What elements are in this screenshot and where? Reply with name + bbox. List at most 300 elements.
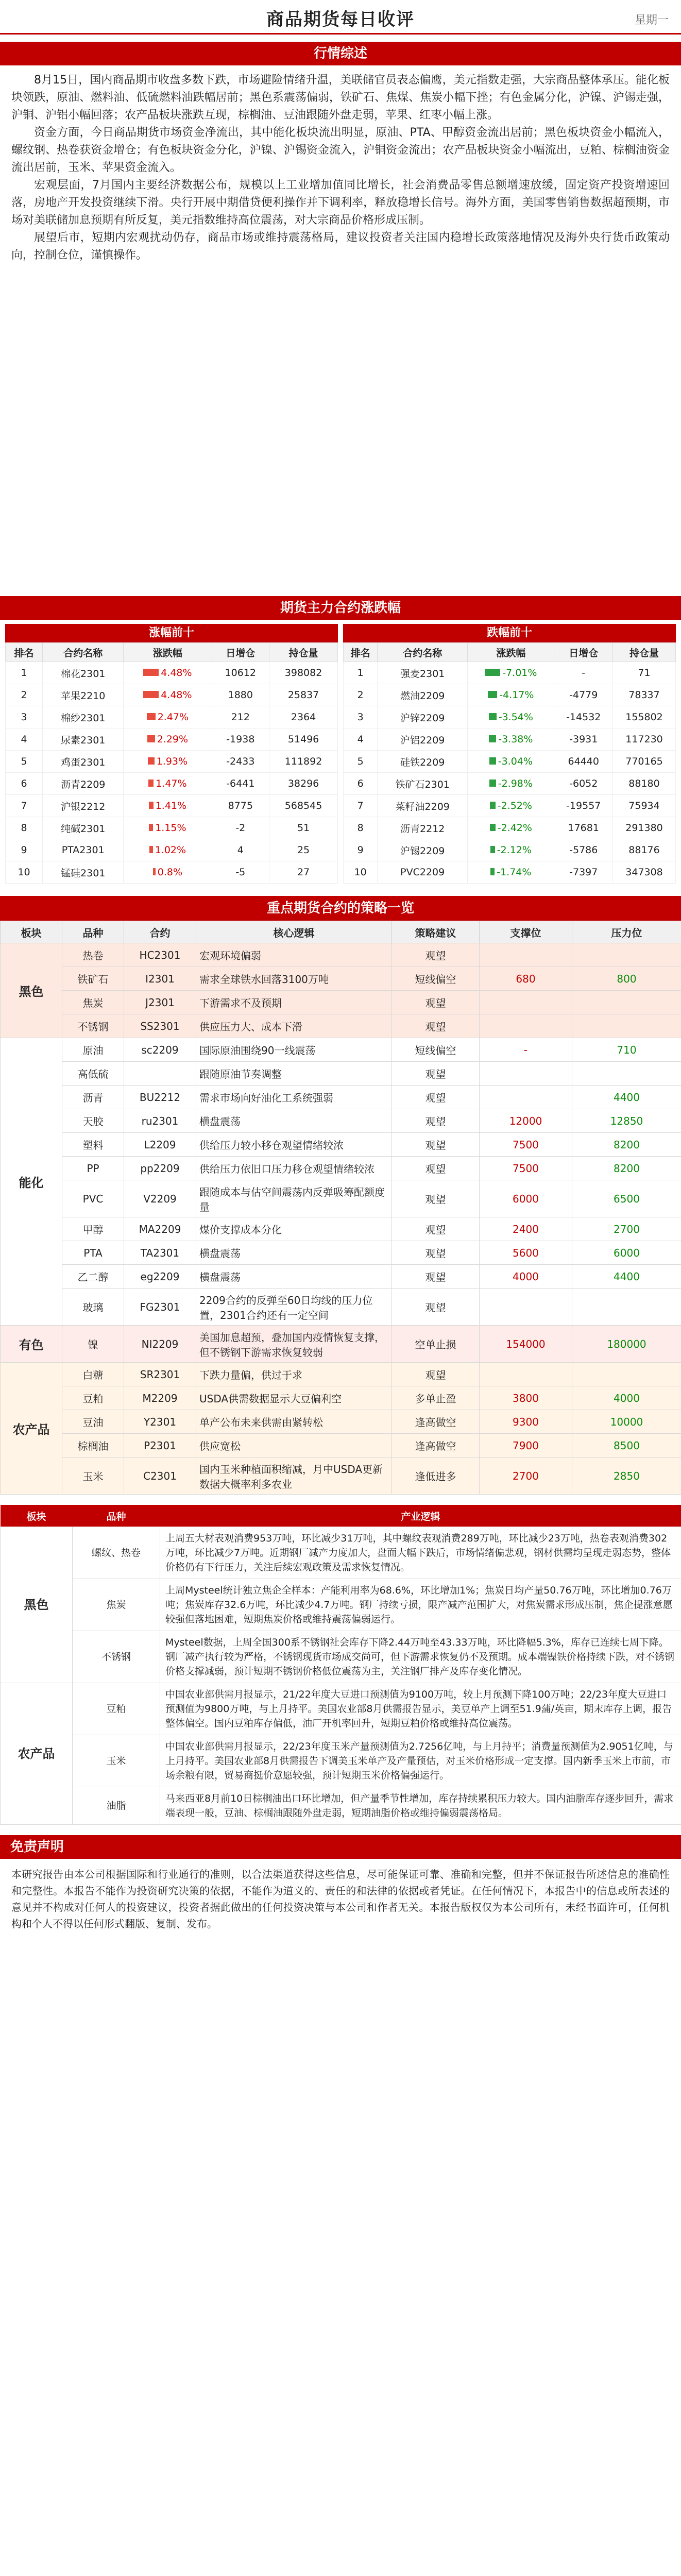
support-level: 7900 (480, 1434, 572, 1458)
top-losers (343, 624, 676, 882)
core-logic: USDA供需数据显示大豆偏利空 (196, 1386, 392, 1410)
limit-row (344, 706, 676, 728)
contract: SS2301 (124, 1014, 196, 1038)
support-level (480, 1014, 572, 1038)
logic-row (1, 1683, 681, 1735)
open-interest: 25 (269, 839, 338, 861)
change-pct (124, 773, 212, 795)
pct-value: -3.04% (498, 756, 533, 767)
rank: 9 (344, 839, 378, 861)
open-interest: 398082 (269, 662, 338, 684)
strategy-row (1, 1062, 681, 1086)
limit-row (344, 795, 676, 817)
advice: 逢高做空 (392, 1410, 480, 1434)
pct-value: 2.47% (157, 711, 189, 723)
daily-oi-change: -2433 (212, 751, 269, 773)
rank: 8 (344, 817, 378, 839)
rank: 6 (344, 773, 378, 795)
losers-title: 跌幅前十 (343, 624, 676, 642)
pct-value: -1.74% (497, 867, 532, 878)
advice: 观望 (392, 1062, 480, 1086)
daily-oi-change: 64440 (554, 751, 613, 773)
pct-value: 1.41% (155, 800, 187, 811)
pct-value: 1.93% (156, 756, 188, 767)
resistance-level: 4000 (572, 1386, 681, 1410)
logic-row (1, 1787, 681, 1825)
col-support: 支撑位 (480, 921, 572, 943)
limit-row (6, 706, 338, 728)
contract-name: 苹果2210 (43, 684, 124, 706)
advice: 观望 (392, 1133, 480, 1157)
contract-name: 菜籽油2209 (378, 795, 468, 817)
product: PVC (62, 1180, 124, 1217)
contract-name: 锰硅2301 (43, 861, 124, 884)
pct-bar (489, 779, 496, 787)
limit-row (344, 817, 676, 839)
rank: 10 (6, 861, 43, 884)
contract: C2301 (124, 1458, 196, 1495)
resistance-level: 2850 (572, 1458, 681, 1495)
support-level (480, 1363, 572, 1386)
pct-value: -7.01% (502, 667, 537, 679)
change-pct (124, 728, 212, 751)
strategy-row (1, 1386, 681, 1410)
core-logic: 需求全球铁水回落3100万吨 (196, 967, 392, 991)
industry-logic-table (0, 1505, 681, 1825)
change-pct (468, 861, 554, 884)
industry-logic: 马来西亚8月前10日棕榈油出口环比增加，但产量季节性增加，库存持续累积压力较大。国内油脂库存逐步回升，需求端表现一般，豆油、棕榈油跟随外盘走弱，短期油脂价格或维持偏弱震荡格局。 (160, 1787, 681, 1825)
contract: V2209 (124, 1180, 196, 1217)
logic-row (1, 1579, 681, 1631)
pct-bar (149, 824, 153, 831)
advice: 观望 (392, 1109, 480, 1133)
advice: 观望 (392, 943, 480, 967)
contract: M2209 (124, 1386, 196, 1410)
change-pct (468, 773, 554, 795)
support-level (480, 943, 572, 967)
resistance-level: 6000 (572, 1241, 681, 1265)
daily-oi-change: 212 (212, 706, 269, 728)
support-level (480, 1086, 572, 1109)
logic-row (1, 1735, 681, 1787)
daily-oi-change: -3931 (554, 728, 613, 751)
pct-bar (148, 757, 155, 765)
contract: J2301 (124, 991, 196, 1014)
change-pct (468, 839, 554, 861)
resistance-level: 800 (572, 967, 681, 991)
limit-band: 期货主力合约涨跌幅 (0, 596, 681, 620)
open-interest: 78337 (613, 684, 676, 706)
industry-logic: 中国农业部供需月报显示，22/23年度玉米产量预测值为2.7256亿吨，与上月持平；消费量预测值为2.9051亿吨，与上月持平。美国农业部8月供需报告下调美玉米单产及产量预估，对玉米价格形成一定支撑。国内新季玉米上市前，市场余粮有限，贸易商挺价意愿较强，预计短期玉米价格偏强运行。 (160, 1735, 681, 1787)
pct-bar (153, 868, 156, 875)
rank: 3 (344, 706, 378, 728)
pct-bar (147, 713, 156, 720)
pct-value: 0.8% (157, 867, 183, 878)
rank: 4 (344, 728, 378, 751)
col-sector: 板块 (1, 921, 62, 943)
limit-row (344, 684, 676, 706)
contract: sc2209 (124, 1038, 196, 1062)
product: 焦炭 (73, 1579, 160, 1631)
pct-value: -2.52% (497, 800, 532, 811)
limit-row (6, 817, 338, 839)
product: 乙二醇 (62, 1265, 124, 1289)
contract-name: 棉纱2301 (43, 706, 124, 728)
change-pct (468, 706, 554, 728)
daily-oi-change: -5786 (554, 839, 613, 861)
contract-name: 纯碱2301 (43, 817, 124, 839)
support-level: 3800 (480, 1386, 572, 1410)
rank: 5 (6, 751, 43, 773)
col-name: 合约名称 (43, 643, 124, 662)
support-level: 9300 (480, 1410, 572, 1434)
rank: 6 (6, 773, 43, 795)
contract: FG2301 (124, 1289, 196, 1326)
change-pct (468, 662, 554, 684)
strategy-row (1, 991, 681, 1014)
daily-oi-change: -7397 (554, 861, 613, 884)
core-logic: 单产公布未来供需由紧转松 (196, 1410, 392, 1434)
product: 镍 (62, 1326, 124, 1363)
core-logic: 2209合约的反弹至60日均线的压力位置，2301合约还有一定空间 (196, 1289, 392, 1326)
contract: TA2301 (124, 1241, 196, 1265)
contract: P2301 (124, 1434, 196, 1458)
daily-oi-change: -14532 (554, 706, 613, 728)
product: 油脂 (73, 1787, 160, 1825)
strategy-row (1, 1217, 681, 1241)
contract-name: 沪铝2209 (378, 728, 468, 751)
strategy-row (1, 967, 681, 991)
product: 不锈钢 (73, 1631, 160, 1683)
resistance-level: 180000 (572, 1326, 681, 1363)
resistance-level: 8500 (572, 1434, 681, 1458)
daily-oi-change: -6052 (554, 773, 613, 795)
contract: Y2301 (124, 1410, 196, 1434)
contract-name: 鸡蛋2301 (43, 751, 124, 773)
contract-name: 燃油2209 (378, 684, 468, 706)
pct-value: -4.17% (499, 689, 534, 701)
support-level (480, 1062, 572, 1086)
advice: 逢低进多 (392, 1458, 480, 1495)
resistance-level: 10000 (572, 1410, 681, 1434)
limit-row (6, 751, 338, 773)
core-logic: 横盘震荡 (196, 1265, 392, 1289)
contract: MA2209 (124, 1217, 196, 1241)
core-logic: 跟随原油节奏调整 (196, 1062, 392, 1086)
support-level (480, 1289, 572, 1326)
core-logic: 美国加息超预，叠加国内疫情恢复支撑，但不锈钢下游需求恢复较弱 (196, 1326, 392, 1363)
col-rank: 排名 (6, 643, 43, 662)
open-interest: 568545 (269, 795, 338, 817)
limit-row (6, 839, 338, 861)
open-interest: 27 (269, 861, 338, 884)
resistance-level: 8200 (572, 1157, 681, 1180)
rank: 2 (344, 684, 378, 706)
page-title: 商品期货每日收评 (266, 9, 415, 30)
review-paragraph: 展望后市，短期内宏观扰动仍存，商品市场或维持震荡格局，建议投资者关注国内稳增长政策落地情况及海外央行货币政策动向，控制仓位，谨慎操作。 (11, 231, 670, 262)
resistance-level (572, 991, 681, 1014)
limit-row (344, 662, 676, 684)
pct-bar (489, 735, 496, 742)
daily-oi-change: -19557 (554, 795, 613, 817)
contract: ru2301 (124, 1109, 196, 1133)
strategy-row (1, 1086, 681, 1109)
industry-logic: 上周Mysteel统计独立焦企全样本：产能利用率为68.6%，环比增加1%；焦炭日均产量50.76万吨，环比增加0.76万吨；焦炭库存32.6万吨，环比减少4.7万吨。钢厂持续亏损，限产减产范围扩大，对焦炭需求形成压制，焦企提涨意愿较强但落地困难，短期焦炭价格或维持震荡偏弱运行。 (160, 1579, 681, 1631)
col-chg: 日增仓 (212, 643, 269, 662)
support-level (480, 991, 572, 1014)
pct-value: -2.98% (498, 778, 533, 789)
change-pct (124, 751, 212, 773)
pct-bar (485, 669, 500, 676)
col-chg: 日增仓 (554, 643, 613, 662)
support-level: 7500 (480, 1133, 572, 1157)
rank: 1 (6, 662, 43, 684)
product: 豆粕 (62, 1386, 124, 1410)
limit-row (6, 728, 338, 751)
strategy-row (1, 1458, 681, 1495)
contract-name: 沪银2212 (43, 795, 124, 817)
change-pct (468, 751, 554, 773)
product: 沥青 (62, 1086, 124, 1109)
support-level: 2400 (480, 1217, 572, 1241)
contract-name: PVC2209 (378, 861, 468, 884)
contract: L2209 (124, 1133, 196, 1157)
rank: 7 (6, 795, 43, 817)
contract (124, 1062, 196, 1086)
advice: 观望 (392, 1289, 480, 1326)
open-interest: 71 (613, 662, 676, 684)
market-review (0, 65, 681, 596)
resistance-level: 12850 (572, 1109, 681, 1133)
resistance-level (572, 1062, 681, 1086)
support-level: 12000 (480, 1109, 572, 1133)
product: 天胶 (62, 1109, 124, 1133)
core-logic: 供给压力较小移仓观望情绪较浓 (196, 1133, 392, 1157)
contract: pp2209 (124, 1157, 196, 1180)
open-interest: 2364 (269, 706, 338, 728)
limit-section (0, 620, 681, 886)
rank: 2 (6, 684, 43, 706)
pct-bar (143, 669, 159, 676)
support-level: 6000 (480, 1180, 572, 1217)
product: 玉米 (62, 1458, 124, 1495)
product: 焦炭 (62, 991, 124, 1014)
contract: eg2209 (124, 1265, 196, 1289)
strategy-row (1, 1363, 681, 1386)
open-interest: 347308 (613, 861, 676, 884)
product: 棕榈油 (62, 1434, 124, 1458)
open-interest: 51496 (269, 728, 338, 751)
rank: 8 (6, 817, 43, 839)
resistance-level: 4400 (572, 1086, 681, 1109)
resistance-level (572, 943, 681, 967)
strategy-row (1, 1038, 681, 1062)
support-level: - (480, 1038, 572, 1062)
review-paragraph: 8月15日，国内商品期市收盘多数下跌，市场避险情绪升温，美联储官员表态偏鹰，美元指数走强，大宗商品整体承压。能化板块领跌，原油、燃料油、低硫燃料油跌幅居前；黑色系震荡偏弱，铁矿石、焦煤、焦炭小幅下挫；有色金属分化，沪镍、沪锡走强，沪铜、沪铝小幅回落；农产品板块涨跌互现，棕榈油、豆油跟随外盘走弱，苹果、红枣小幅上涨。 (11, 74, 670, 122)
change-pct (124, 662, 212, 684)
contract-name: 沥青2212 (378, 817, 468, 839)
resistance-level: 4400 (572, 1265, 681, 1289)
change-pct (124, 795, 212, 817)
open-interest: 291380 (613, 817, 676, 839)
pct-bar (489, 757, 496, 765)
pct-bar (488, 691, 497, 698)
contract-name: 沪锡2209 (378, 839, 468, 861)
rank: 1 (344, 662, 378, 684)
change-pct (124, 706, 212, 728)
product: 螺纹、热卷 (73, 1527, 160, 1579)
strategy-row (1, 1289, 681, 1326)
advice: 观望 (392, 1217, 480, 1241)
gainers-table (5, 642, 338, 884)
contract-name: 铁矿石2301 (378, 773, 468, 795)
daily-oi-change: 8775 (212, 795, 269, 817)
change-pct (124, 861, 212, 884)
pct-bar (490, 846, 495, 853)
pct-bar (490, 802, 496, 809)
core-logic: 下游需求不及预期 (196, 991, 392, 1014)
limit-row (344, 751, 676, 773)
daily-oi-change: 1880 (212, 684, 269, 706)
rank: 3 (6, 706, 43, 728)
pct-value: 1.47% (156, 778, 187, 789)
product: PTA (62, 1241, 124, 1265)
rank: 7 (344, 795, 378, 817)
advice: 观望 (392, 1363, 480, 1386)
pct-bar (149, 802, 154, 809)
pct-value: 2.29% (157, 734, 189, 745)
product: 塑料 (62, 1133, 124, 1157)
core-logic: 国内玉米种植面积缩减，月中USDA更新数据大概率利多农业 (196, 1458, 392, 1495)
review-band: 行情综述 (0, 42, 681, 65)
core-logic: 下跌力量偏，供过于求 (196, 1363, 392, 1386)
col-pct: 涨跌幅 (124, 643, 212, 662)
review-paragraph: 资金方面，今日商品期货市场资金净流出，其中能化板块流出明显，原油、PTA、甲醇资金流出居前；黑色板块资金小幅流入，螺纹钢、热卷获资金增仓；有色板块资金分化，沪镍、沪锡资金流入，沪铜资金流出；农产品板块资金小幅流出，豆粕、棕榈油资金流出居前，玉米、苹果资金流入。 (11, 126, 670, 174)
strategy-row (1, 1109, 681, 1133)
contract-name: 棉花2301 (43, 662, 124, 684)
change-pct (124, 839, 212, 861)
support-level: 154000 (480, 1326, 572, 1363)
product: 豆油 (62, 1410, 124, 1434)
rank: 5 (344, 751, 378, 773)
resistance-level (572, 1014, 681, 1038)
col-product: 品种 (73, 1505, 160, 1527)
advice: 逢高做空 (392, 1434, 480, 1458)
product: 铁矿石 (62, 967, 124, 991)
col-sector: 板块 (1, 1505, 73, 1527)
change-pct (468, 795, 554, 817)
strategy-row (1, 1014, 681, 1038)
sector-name: 农产品 (1, 1363, 62, 1495)
core-logic: 供应压力大、成本下滑 (196, 1014, 392, 1038)
pct-value: 4.48% (161, 667, 192, 679)
core-logic: 供给压力依旧口压力移仓观望情绪较浓 (196, 1157, 392, 1180)
limit-row (344, 839, 676, 861)
pct-value: 1.15% (155, 822, 186, 834)
review-paragraph: 宏观层面，7月国内主要经济数据公布，规模以上工业增加值同比增长，社会消费品零售总额增速放缓，固定资产投资增速回落，房地产开发投资继续下滑。央行开展中期借贷便利操作并下调利率，释放稳增长信号。海外方面，美国零售销售数据超预期，市场对美联储加息预期有所反复，美元指数维持高位震荡，对大宗商品价格形成压制。 (11, 179, 670, 227)
product: 原油 (62, 1038, 124, 1062)
col-name: 合约名称 (378, 643, 468, 662)
open-interest: 155802 (613, 706, 676, 728)
limit-row (344, 728, 676, 751)
sector-name: 黑色 (1, 943, 62, 1038)
top-bar (0, 0, 681, 35)
col-logic: 核心逻辑 (196, 921, 392, 943)
contract-name: PTA2301 (43, 839, 124, 861)
rank: 4 (6, 728, 43, 751)
sector-name: 能化 (1, 1038, 62, 1326)
daily-oi-change: -5 (212, 861, 269, 884)
logic-row (1, 1527, 681, 1579)
rank: 9 (6, 839, 43, 861)
advice: 观望 (392, 991, 480, 1014)
change-pct (468, 684, 554, 706)
change-pct (468, 817, 554, 839)
sector-name: 有色 (1, 1326, 62, 1363)
strategy-row (1, 1434, 681, 1458)
resistance-level (572, 1289, 681, 1326)
contract: I2301 (124, 967, 196, 991)
resistance-level: 6500 (572, 1180, 681, 1217)
col-oi: 持仓量 (269, 643, 338, 662)
product: 白糖 (62, 1363, 124, 1386)
support-level: 680 (480, 967, 572, 991)
pct-bar (148, 779, 154, 787)
strategy-title: 重点期货合约的策略一览 (0, 896, 681, 921)
pct-value: -3.38% (498, 734, 533, 745)
contract-name: 尿素2301 (43, 728, 124, 751)
industry-logic: 中国农业部供需月报显示，21/22年度大豆进口预测值为9100万吨，较上月预测下降100万吨；22/23年度大豆进口预测值为9800万吨，与上月持平。美国农业部8月供需报告显示，美豆单产上调至51.9蒲/英亩，期末库存上调，报告整体偏空。国内豆粕库存偏低，油厂开机率回升，短期豆粕价格或维持高位震荡。 (160, 1683, 681, 1735)
strategy-row (1, 1180, 681, 1217)
advice: 观望 (392, 1086, 480, 1109)
support-level: 7500 (480, 1157, 572, 1180)
strategy-row (1, 943, 681, 967)
core-logic: 横盘震荡 (196, 1109, 392, 1133)
daily-oi-change: -4779 (554, 684, 613, 706)
pct-value: -3.54% (498, 711, 533, 723)
open-interest: 88176 (613, 839, 676, 861)
product: 玉米 (73, 1735, 160, 1787)
pct-bar (147, 735, 155, 742)
pct-value: 4.48% (161, 689, 192, 701)
contract: BU2212 (124, 1086, 196, 1109)
core-logic: 煤价支撑成本分化 (196, 1217, 392, 1241)
product: 热卷 (62, 943, 124, 967)
product: 甲醇 (62, 1217, 124, 1241)
sector-name: 黑色 (1, 1527, 73, 1683)
advice: 观望 (392, 1157, 480, 1180)
rank: 10 (344, 861, 378, 884)
contract: SR2301 (124, 1363, 196, 1386)
limit-row (6, 861, 338, 884)
col-pct: 涨跌幅 (468, 643, 554, 662)
change-pct (124, 684, 212, 706)
col-oi: 持仓量 (613, 643, 676, 662)
strategy-table (0, 921, 681, 1495)
contract: HC2301 (124, 943, 196, 967)
daily-oi-change: - (554, 662, 613, 684)
pct-bar (490, 868, 495, 875)
product: 不锈钢 (62, 1014, 124, 1038)
advice: 观望 (392, 1014, 480, 1038)
daily-oi-change: -1938 (212, 728, 269, 751)
support-level: 4000 (480, 1265, 572, 1289)
limit-row (6, 773, 338, 795)
change-pct (124, 817, 212, 839)
logic-row (1, 1631, 681, 1683)
core-logic: 宏观环境偏弱 (196, 943, 392, 967)
limit-row (6, 795, 338, 817)
